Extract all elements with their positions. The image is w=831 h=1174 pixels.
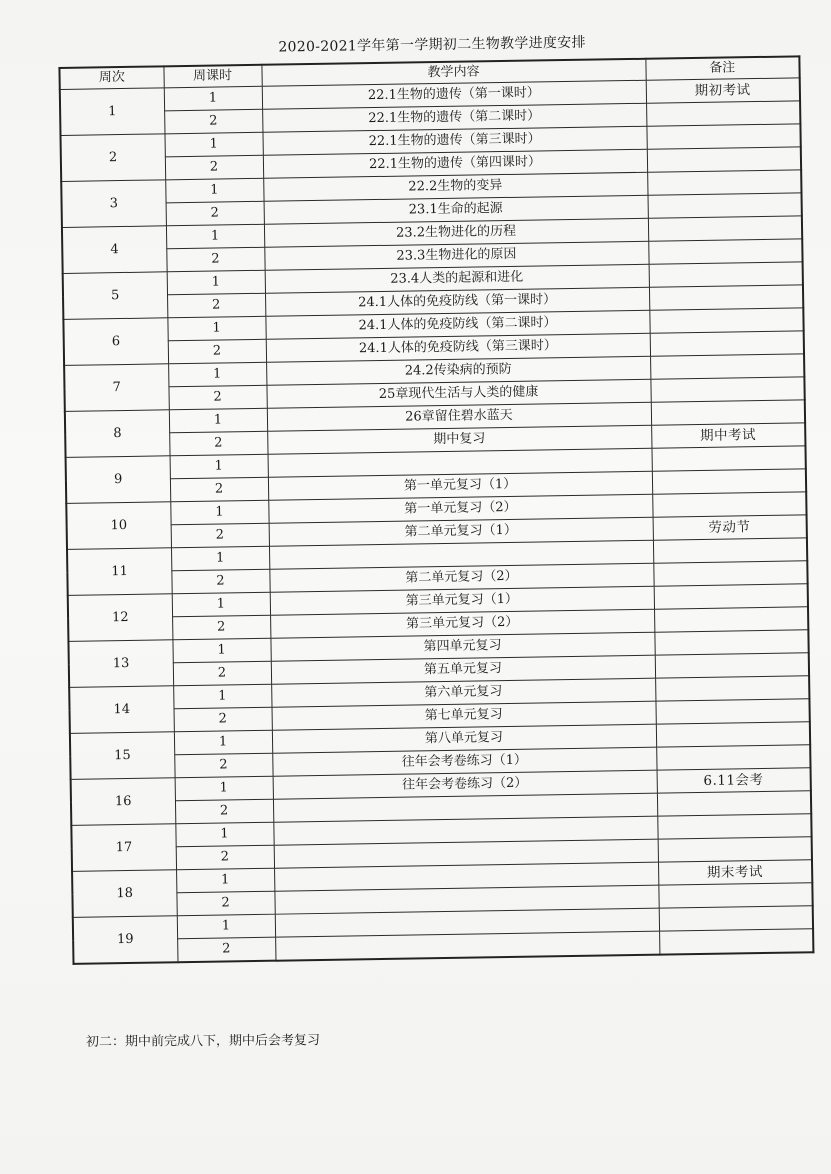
week-number-cell: 3 [61,180,166,228]
note-cell [650,354,804,379]
lesson-content-cell: 第四单元复习 [270,632,654,661]
lesson-content-cell: 第五单元复习 [271,655,655,684]
lesson-number-cell: 2 [165,155,263,180]
lesson-number-cell: 2 [168,385,266,410]
week-number-cell: 10 [66,502,171,550]
note-cell [646,101,800,126]
lesson-content-cell: 第七单元复习 [272,701,656,730]
note-cell [649,308,803,333]
lesson-content-cell: 第一单元复习（1） [268,471,652,500]
lesson-content-cell: 22.1生物的遗传（第一课时） [262,80,646,109]
lesson-number-cell: 1 [175,822,273,847]
note-cell [646,124,800,149]
week-number-cell: 4 [62,226,167,274]
lesson-number-cell: 1 [173,684,271,709]
lesson-number-cell: 1 [164,86,262,111]
week-number-cell: 13 [68,640,173,688]
note-cell [655,676,809,701]
week-number-cell: 6 [63,318,168,366]
lesson-content-cell: 第三单元复习（2） [270,609,654,638]
header-note: 备注 [645,56,799,80]
note-cell [655,653,809,678]
table-body [60,78,814,964]
lesson-number-cell: 2 [173,661,271,686]
lesson-number-cell: 1 [171,546,269,571]
week-number-cell: 19 [73,916,178,964]
footnote: 初二：期中前完成八下，期中后会考复习 [85,1033,321,1050]
lesson-number-cell: 2 [166,201,264,226]
lesson-number-cell: 2 [176,845,274,870]
week-number-cell: 11 [67,548,172,596]
lesson-number-cell: 2 [164,109,262,134]
week-number-cell: 2 [60,134,165,182]
note-cell [648,216,802,241]
document-title: 2020-2021学年第一学期初二生物教学进度安排 [278,34,586,56]
lesson-number-cell: 1 [167,316,265,341]
note-cell [656,745,810,770]
lesson-content-cell: 24.1人体的免疫防线（第二课时） [265,310,649,339]
note-cell [658,837,812,862]
lesson-number-cell: 2 [168,339,266,364]
lesson-content-cell: 23.2生物进化的历程 [264,218,648,247]
note-cell [659,906,813,931]
lesson-number-cell: 2 [177,937,275,962]
lesson-content-cell [275,931,659,961]
note-cell: 6.11会考 [657,768,811,793]
lesson-number-cell: 1 [167,270,265,295]
lesson-content-cell: 22.2生物的变异 [263,172,647,201]
lesson-number-cell: 1 [175,776,273,801]
lesson-number-cell: 1 [165,178,263,203]
lesson-content-cell: 期中复习 [267,425,651,454]
lesson-content-cell: 往年会考卷练习（1） [272,747,656,776]
lesson-number-cell: 2 [171,569,269,594]
note-cell [653,538,807,563]
lesson-number-cell: 2 [169,431,267,456]
note-cell [652,492,806,517]
schedule-document [58,28,820,965]
week-number-cell: 12 [68,594,173,642]
lesson-content-cell: 第三单元复习（1） [270,586,654,615]
lesson-number-cell: 1 [169,408,267,433]
note-cell [657,814,811,839]
note-cell: 期初考试 [646,78,800,103]
lesson-content-cell: 第二单元复习（1） [269,517,653,546]
lesson-content-cell: 往年会考卷练习（2） [273,770,657,799]
lesson-content-cell: 24.1人体的免疫防线（第三课时） [266,333,650,362]
note-cell [653,561,807,586]
note-cell [648,239,802,264]
note-cell [657,791,811,816]
lesson-content-cell: 26章留住碧水蓝天 [267,402,651,431]
header-lesson: 周课时 [163,65,261,88]
note-cell [652,469,806,494]
lesson-number-cell: 1 [172,592,270,617]
header-content: 教学内容 [261,59,645,87]
lesson-content-cell: 23.3生物进化的原因 [264,241,648,270]
note-cell: 期末考试 [658,860,812,885]
lesson-content-cell: 22.1生物的遗传（第二课时） [262,103,646,132]
lesson-number-cell: 1 [166,224,264,249]
week-number-cell: 15 [70,732,175,780]
lesson-number-cell: 2 [175,799,273,824]
week-number-cell: 9 [66,456,171,504]
lesson-content-cell: 23.1生命的起源 [264,195,648,224]
lesson-content-cell: 第一单元复习（2） [268,494,652,523]
lesson-number-cell: 2 [171,523,269,548]
note-cell [658,883,812,908]
lesson-number-cell: 2 [172,615,270,640]
schedule-table [58,55,814,965]
note-cell [650,377,804,402]
note-cell [648,193,802,218]
week-number-cell: 8 [65,410,170,458]
lesson-number-cell: 2 [174,707,272,732]
lesson-content-cell: 22.1生物的遗传（第四课时） [263,149,647,178]
note-cell: 劳动节 [653,515,807,540]
note-cell [654,584,808,609]
lesson-content-cell: 第六单元复习 [271,678,655,707]
week-number-cell: 17 [71,824,176,872]
note-cell [651,400,805,425]
lesson-number-cell: 1 [164,132,262,157]
lesson-number-cell: 2 [167,293,265,318]
note-cell [656,722,810,747]
week-number-cell: 7 [64,364,169,412]
note-cell [654,630,808,655]
lesson-number-cell: 2 [166,247,264,272]
note-cell [655,699,809,724]
note-cell [651,446,805,471]
lesson-content-cell: 24.2传染病的预防 [266,356,650,385]
week-number-cell: 1 [60,88,165,136]
lesson-content-cell: 第八单元复习 [272,724,656,753]
lesson-number-cell: 2 [170,477,268,502]
note-cell [649,262,803,287]
header-week: 周次 [59,66,163,89]
week-number-cell: 14 [69,686,174,734]
lesson-number-cell: 2 [176,891,274,916]
lesson-number-cell: 1 [170,454,268,479]
lesson-number-cell: 1 [170,500,268,525]
lesson-number-cell: 1 [172,638,270,663]
lesson-content-cell: 第二单元复习（2） [269,563,653,592]
lesson-number-cell: 1 [177,914,275,939]
week-number-cell: 5 [63,272,168,320]
lesson-number-cell: 2 [174,753,272,778]
lesson-content-cell: 25章现代生活与人类的健康 [266,379,650,408]
week-number-cell: 18 [72,870,177,918]
note-cell [659,929,813,955]
lesson-number-cell: 1 [174,730,272,755]
note-cell [654,607,808,632]
lesson-number-cell: 1 [168,362,266,387]
lesson-number-cell: 1 [176,868,274,893]
lesson-content-cell: 22.1生物的遗传（第三课时） [262,126,646,155]
note-cell [649,285,803,310]
note-cell [647,147,801,172]
note-cell: 期中考试 [651,423,805,448]
week-number-cell: 16 [71,778,176,826]
note-cell [647,170,801,195]
lesson-content-cell: 24.1人体的免疫防线（第一课时） [265,287,649,316]
note-cell [650,331,804,356]
lesson-content-cell: 23.4人类的起源和进化 [265,264,649,293]
